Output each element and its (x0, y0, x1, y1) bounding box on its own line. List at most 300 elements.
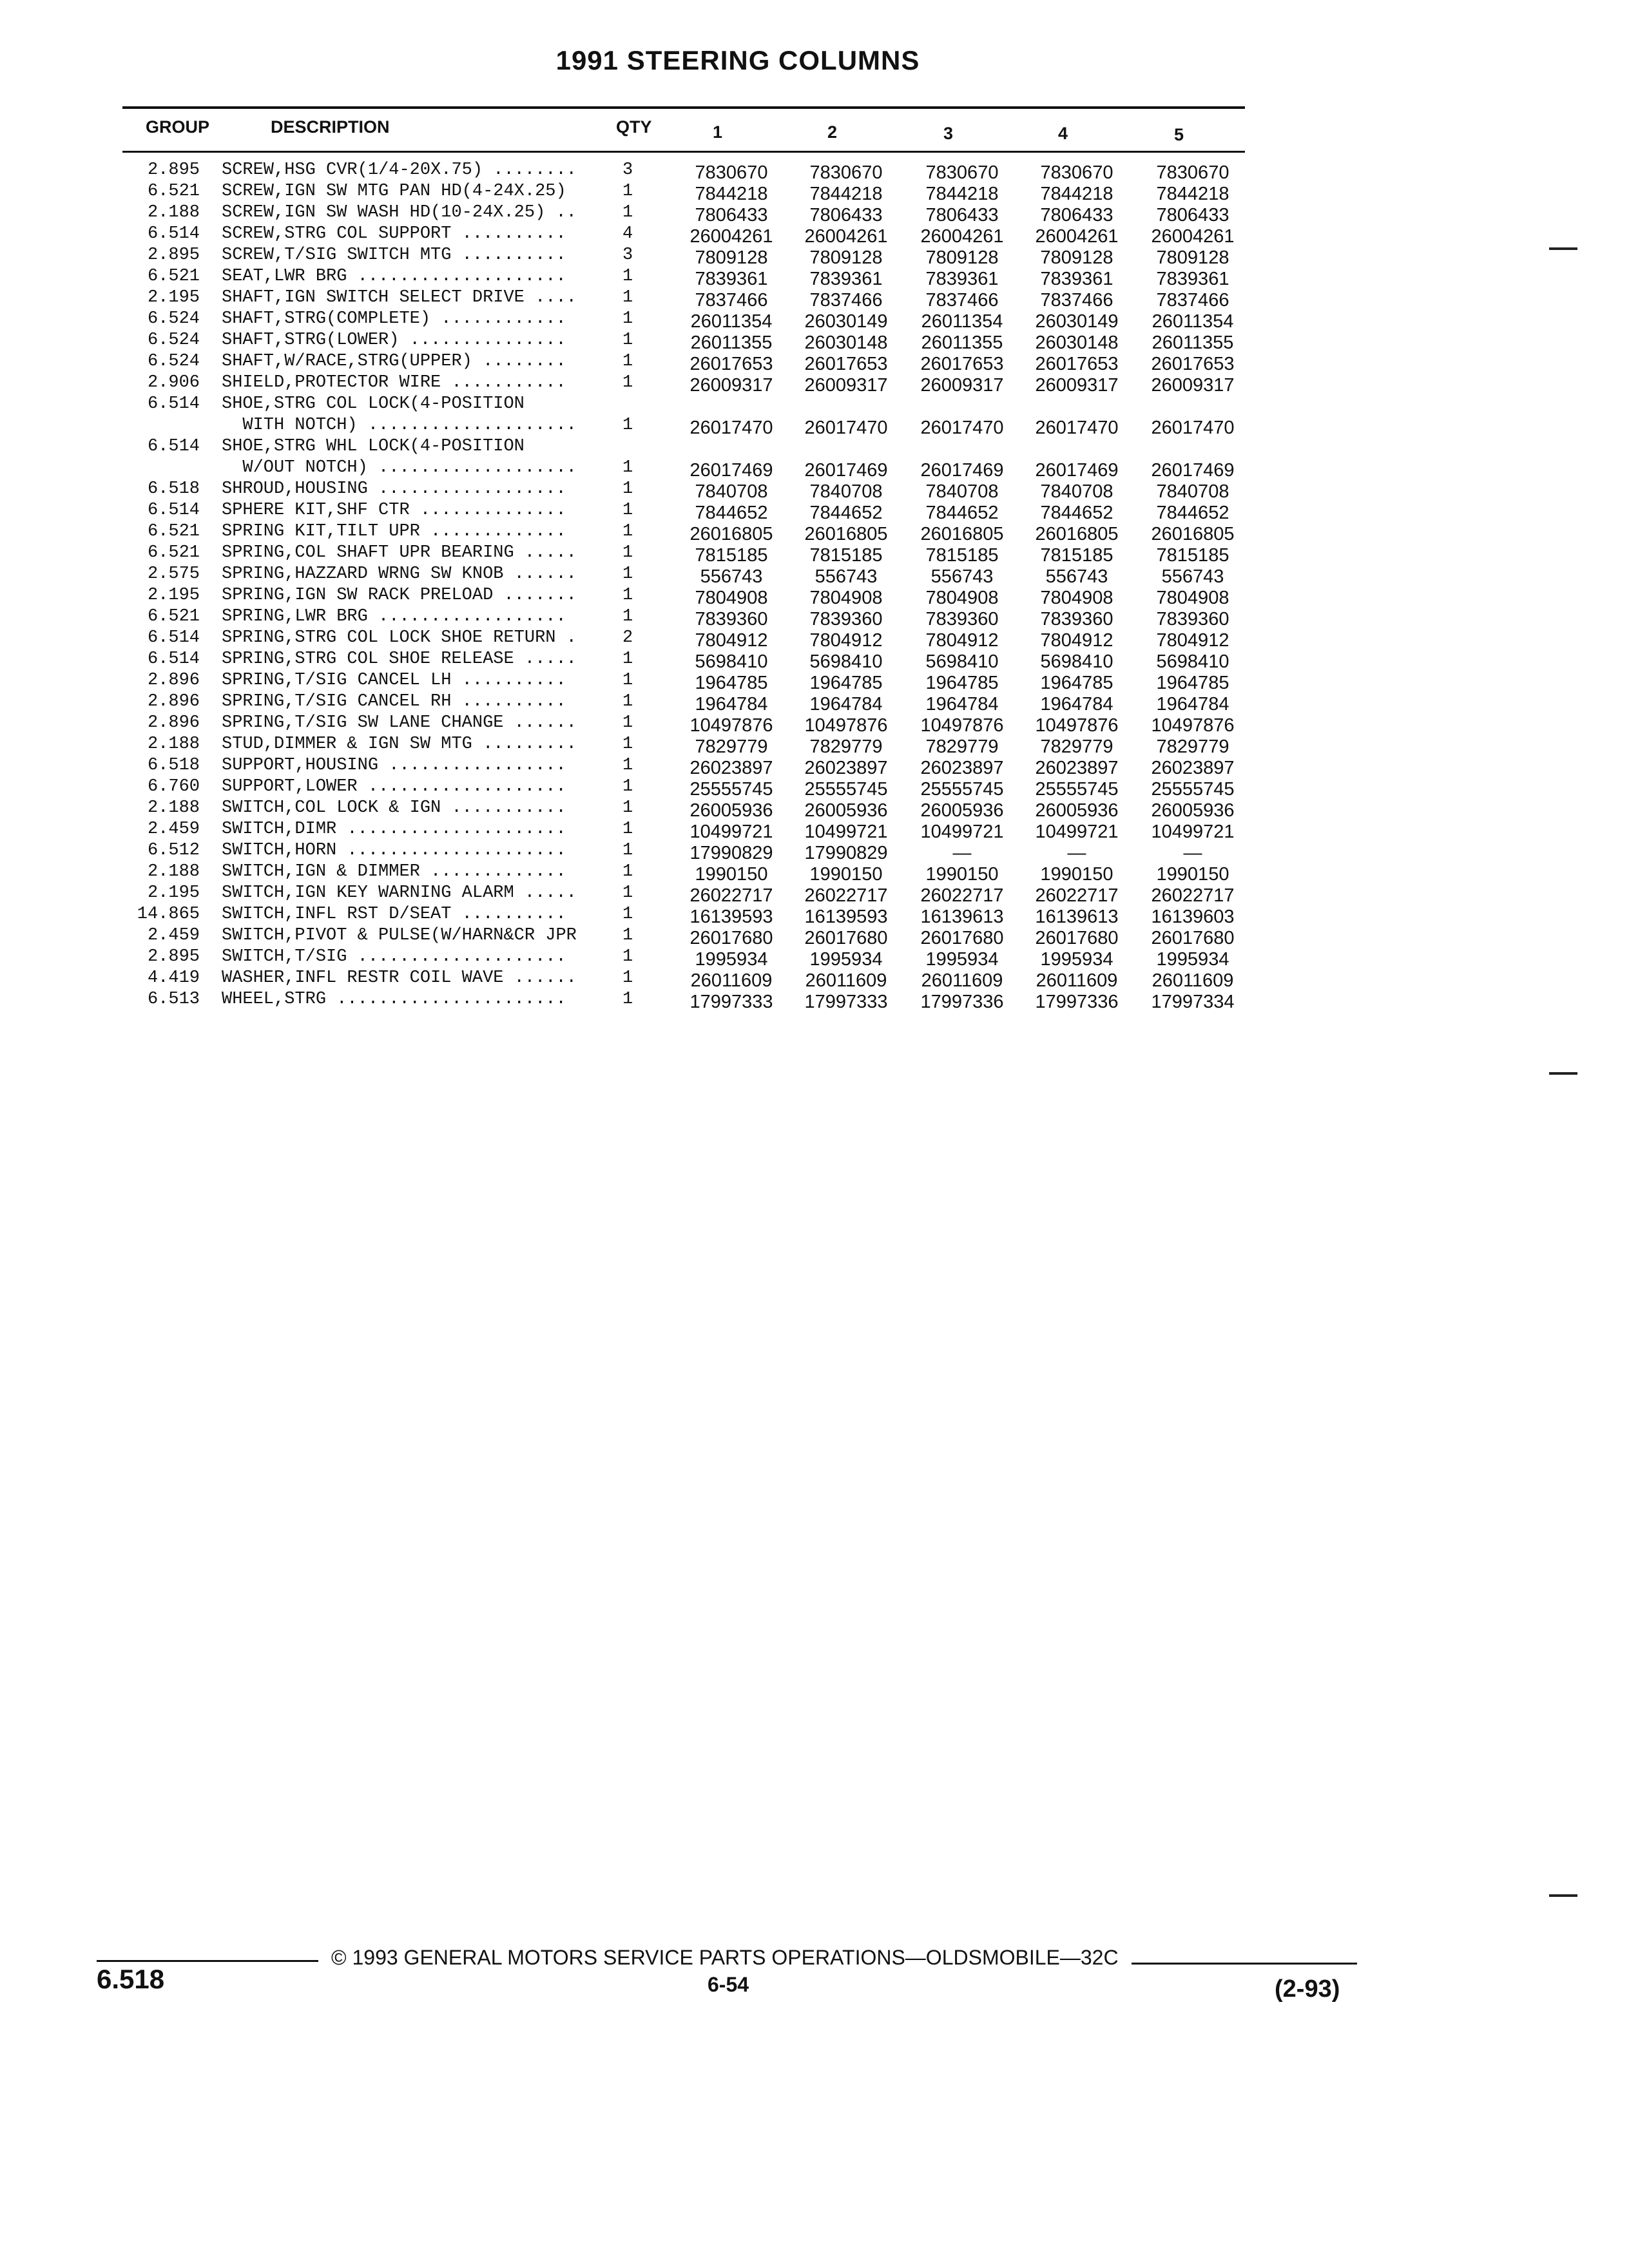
part-number-col-1: 7815185 (695, 545, 768, 566)
part-number-col-1: 1964785 (695, 673, 768, 693)
part-number-col-1: 26005936 (689, 800, 773, 821)
part-number-col-4: 26017680 (1035, 928, 1119, 948)
part-description: SWITCH,IGN & DIMMER ............. (222, 862, 566, 881)
quantity: 1 (622, 522, 633, 541)
part-number-col-1: 26017469 (689, 460, 773, 481)
part-number-col-2: 26004261 (804, 226, 888, 247)
part-number-col-2: 1995934 (809, 949, 883, 970)
part-number-col-1: 7844652 (695, 503, 768, 523)
column-header-group: GROUP (146, 117, 210, 137)
part-number-col-5: 17997334 (1151, 992, 1235, 1012)
part-description: SHOE,STRG COL LOCK(4-POSITION (222, 394, 525, 414)
table-row (0, 776, 1289, 798)
part-number-col-2: 26011609 (805, 970, 887, 991)
group-number: 6.521 (147, 522, 200, 541)
part-number-col-3: 7815185 (925, 545, 999, 566)
part-number-col-5: 26017680 (1151, 928, 1235, 948)
group-number: 2.895 (147, 947, 200, 966)
part-number-col-4: 7829779 (1040, 736, 1113, 757)
table-row (0, 564, 1289, 585)
group-number: 2.896 (147, 692, 200, 711)
part-number-col-5: 26011354 (1152, 311, 1234, 332)
part-number-col-4: 16139613 (1035, 907, 1119, 927)
part-number-col-3: 17997336 (920, 992, 1004, 1012)
part-number-col-1: 7804908 (695, 588, 768, 608)
group-number: 6.518 (147, 479, 200, 499)
part-description: SPHERE KIT,SHF CTR .............. (222, 501, 566, 520)
part-description: SHAFT,W/RACE,STRG(UPPER) ........ (222, 352, 566, 371)
part-number-col-5: 7804908 (1156, 588, 1229, 608)
group-number: 4.419 (147, 968, 200, 988)
part-number-col-3: 556743 (930, 566, 994, 587)
part-number-col-5: 7806433 (1156, 205, 1229, 226)
part-number-col-3: 26004261 (920, 226, 1004, 247)
table-row (0, 840, 1289, 861)
group-number: 2.896 (147, 671, 200, 690)
table-row (0, 160, 1289, 181)
part-number-col-1: 26022717 (689, 885, 773, 906)
group-number: 6.524 (147, 352, 200, 371)
part-description: SWITCH,T/SIG .................... (222, 947, 566, 966)
part-number-col-3: 7844652 (925, 503, 999, 523)
quantity: 1 (622, 947, 633, 966)
group-number: 6.514 (147, 501, 200, 520)
part-number-col-4: 1964785 (1040, 673, 1113, 693)
part-number-col-5: 25555745 (1151, 779, 1235, 800)
column-header-3: 3 (943, 124, 954, 143)
part-number-col-3: 26017469 (920, 460, 1004, 481)
part-number-col-1: 26011355 (690, 332, 773, 353)
part-number-col-4: 7839361 (1040, 269, 1113, 289)
part-number-col-5: 7844218 (1156, 184, 1229, 204)
part-number-col-2: 26017470 (804, 418, 888, 438)
part-number-col-1: 17990829 (689, 843, 773, 863)
part-description: SWITCH,INFL RST D/SEAT .......... (222, 905, 566, 924)
part-number-col-5: 1964785 (1156, 673, 1229, 693)
table-row (0, 457, 1289, 479)
part-number-col-2: 7837466 (809, 290, 883, 311)
footer-copyright: © 1993 GENERAL MOTORS SERVICE PARTS OPERATIONS—OLDSMOBILE—32C (331, 1946, 1119, 1969)
group-number: 2.195 (147, 883, 200, 903)
part-number-col-2: 7839360 (809, 609, 883, 629)
part-number-col-3: 7804908 (925, 588, 999, 608)
footer-rule-left (97, 1960, 318, 1962)
quantity: 1 (622, 968, 633, 988)
table-row (0, 245, 1289, 266)
part-description: SPRING,T/SIG CANCEL LH .......... (222, 671, 566, 690)
part-number-col-5: 26017653 (1151, 354, 1235, 374)
part-number-col-4: 7840708 (1040, 481, 1113, 502)
part-number-col-1: 26017653 (689, 354, 773, 374)
part-description: SWITCH,PIVOT & PULSE(W/HARN&CR JPR (222, 926, 577, 945)
part-number-col-2: 7829779 (809, 736, 883, 757)
part-number-col-1: 1964784 (695, 694, 768, 715)
part-number-col-1: 1995934 (695, 949, 768, 970)
quantity: 1 (622, 926, 633, 945)
part-description: SPRING,COL SHAFT UPR BEARING ..... (222, 543, 577, 562)
part-number-col-3: 7840708 (925, 481, 999, 502)
table-row (0, 287, 1289, 309)
table-row (0, 925, 1289, 947)
part-number-col-2: 26023897 (804, 758, 888, 778)
part-number-col-4: 7844218 (1040, 184, 1113, 204)
quantity: 1 (622, 182, 633, 201)
part-number-col-5: 1964784 (1156, 694, 1229, 715)
group-number: 2.188 (147, 735, 200, 754)
part-number-col-4: 5698410 (1040, 651, 1113, 672)
part-number-col-2: 1964785 (809, 673, 883, 693)
part-number-col-3: 26011355 (921, 332, 1003, 353)
table-row (0, 181, 1289, 202)
part-number-col-5: 7804912 (1156, 630, 1229, 651)
quantity: 1 (622, 607, 633, 626)
part-number-col-4: 1964784 (1040, 694, 1113, 715)
part-number-col-5: 16139603 (1151, 907, 1235, 927)
part-number-col-4: 10499721 (1035, 822, 1119, 842)
part-number-col-2: 7830670 (809, 162, 883, 183)
part-number-col-1: 7839360 (695, 609, 768, 629)
part-number-col-3: 7844218 (925, 184, 999, 204)
parts-table (0, 160, 1289, 1010)
part-number-col-5: 7839360 (1156, 609, 1229, 629)
part-number-col-4: 7809128 (1040, 247, 1113, 268)
group-number: 6.514 (147, 437, 200, 456)
quantity: 1 (622, 564, 633, 584)
quantity: 1 (622, 862, 633, 881)
table-row (0, 330, 1289, 351)
part-description: SWITCH,HORN ..................... (222, 841, 566, 860)
part-description: SHIELD,PROTECTOR WIRE ........... (222, 373, 566, 392)
part-number-col-3: 10497876 (920, 715, 1004, 736)
margin-mark (1549, 247, 1577, 250)
part-number-col-1: 26011609 (690, 970, 773, 991)
part-number-col-4: 26017653 (1035, 354, 1119, 374)
group-number: 2.896 (147, 713, 200, 733)
part-number-col-4: 26009317 (1035, 375, 1119, 396)
group-number: 6.514 (147, 628, 200, 648)
part-description: SPRING,T/SIG CANCEL RH .......... (222, 692, 566, 711)
table-row (0, 479, 1289, 500)
quantity: 1 (622, 777, 633, 796)
table-row (0, 649, 1289, 670)
table-row (0, 543, 1289, 564)
part-description: SCREW,IGN SW WASH HD(10-24X.25) .. (222, 203, 577, 222)
column-header-1: 1 (713, 122, 723, 142)
table-row (0, 436, 1289, 457)
part-number-col-3: 26022717 (920, 885, 1004, 906)
part-number-col-3: 26016805 (920, 524, 1004, 544)
part-number-col-3: 7839360 (925, 609, 999, 629)
part-number-col-1: 26017680 (689, 928, 773, 948)
part-number-col-5: 7837466 (1156, 290, 1229, 311)
part-description: SHAFT,IGN SWITCH SELECT DRIVE .... (222, 288, 577, 307)
part-number-col-4: 7815185 (1040, 545, 1113, 566)
part-number-col-2: 26030149 (804, 311, 888, 332)
part-number-col-4: — (1067, 843, 1086, 863)
table-row (0, 691, 1289, 713)
part-description: W/OUT NOTCH) ................... (222, 458, 577, 477)
table-row (0, 904, 1289, 925)
group-number: 2.895 (147, 160, 200, 180)
group-number: 14.865 (137, 905, 200, 924)
quantity: 1 (622, 373, 633, 392)
group-number: 6.521 (147, 267, 200, 286)
part-number-col-5: 7840708 (1156, 481, 1229, 502)
part-number-col-1: 7809128 (695, 247, 768, 268)
part-number-col-3: 10499721 (920, 822, 1004, 842)
part-number-col-4: 10497876 (1035, 715, 1119, 736)
part-number-col-1: 26009317 (689, 375, 773, 396)
table-row (0, 989, 1289, 1010)
column-header-description: DESCRIPTION (271, 117, 390, 137)
part-description: SUPPORT,HOUSING ................. (222, 756, 566, 775)
footer-page-number: 6-54 (708, 1973, 749, 1996)
part-number-col-2: 26017653 (804, 354, 888, 374)
table-row (0, 734, 1289, 755)
part-number-col-2: 556743 (815, 566, 878, 587)
part-description: SPRING,STRG COL LOCK SHOE RETURN . (222, 628, 577, 648)
part-number-col-4: 26017470 (1035, 418, 1119, 438)
part-number-col-3: 26011354 (921, 311, 1003, 332)
margin-mark (1549, 1894, 1577, 1897)
part-number-col-3: 16139613 (920, 907, 1004, 927)
part-description: SCREW,HSG CVR(1/4-20X.75) ........ (222, 160, 577, 180)
part-number-col-3: 26017680 (920, 928, 1004, 948)
part-number-col-2: 7809128 (809, 247, 883, 268)
table-row (0, 670, 1289, 691)
quantity: 1 (622, 798, 633, 818)
quantity: 1 (622, 458, 633, 477)
group-number: 2.895 (147, 245, 200, 265)
table-row (0, 819, 1289, 840)
group-number: 6.512 (147, 841, 200, 860)
part-description: WHEEL,STRG ...................... (222, 990, 566, 1009)
part-description: SHOE,STRG WHL LOCK(4-POSITION (222, 437, 525, 456)
part-number-col-4: 26017469 (1035, 460, 1119, 481)
part-description: SHAFT,STRG(COMPLETE) ............ (222, 309, 566, 329)
table-row (0, 628, 1289, 649)
part-description: SWITCH,DIMR ..................... (222, 820, 566, 839)
table-row (0, 394, 1289, 415)
part-number-col-2: 16139593 (804, 907, 888, 927)
part-number-col-5: 26017469 (1151, 460, 1235, 481)
column-header-2: 2 (827, 122, 838, 142)
part-number-col-5: 5698410 (1156, 651, 1229, 672)
quantity: 1 (622, 671, 633, 690)
table-row (0, 266, 1289, 287)
part-number-col-1: 556743 (700, 566, 763, 587)
part-number-col-4: 17997336 (1035, 992, 1119, 1012)
part-number-col-4: 26022717 (1035, 885, 1119, 906)
part-number-col-2: 7840708 (809, 481, 883, 502)
part-number-col-5: 26011355 (1152, 332, 1234, 353)
quantity: 1 (622, 990, 633, 1009)
part-description: SPRING,LWR BRG .................. (222, 607, 566, 626)
part-number-col-5: 10497876 (1151, 715, 1235, 736)
group-number: 6.518 (147, 756, 200, 775)
part-number-col-2: 26005936 (804, 800, 888, 821)
part-number-col-5: 26005936 (1151, 800, 1235, 821)
part-number-col-5: 26022717 (1151, 885, 1235, 906)
table-row (0, 755, 1289, 776)
group-number: 6.514 (147, 649, 200, 669)
quantity: 1 (622, 331, 633, 350)
column-header-5: 5 (1174, 125, 1184, 144)
part-number-col-2: 26030148 (804, 332, 888, 353)
part-number-col-1: 26004261 (689, 226, 773, 247)
group-number: 2.575 (147, 564, 200, 584)
part-number-col-2: 1990150 (809, 864, 883, 885)
part-number-col-4: 26023897 (1035, 758, 1119, 778)
table-row (0, 415, 1289, 436)
quantity: 4 (622, 224, 633, 244)
part-number-col-2: 26022717 (804, 885, 888, 906)
part-number-col-2: 25555745 (804, 779, 888, 800)
table-row (0, 585, 1289, 606)
part-number-col-1: 7837466 (695, 290, 768, 311)
part-number-col-2: 26017469 (804, 460, 888, 481)
part-number-col-3: 5698410 (925, 651, 999, 672)
quantity: 2 (622, 628, 633, 648)
part-number-col-3: 1964785 (925, 673, 999, 693)
table-row (0, 521, 1289, 543)
part-number-col-5: 26011609 (1152, 970, 1234, 991)
part-number-col-3: 7806433 (925, 205, 999, 226)
quantity: 3 (622, 160, 633, 180)
quantity: 1 (622, 543, 633, 562)
column-header-4: 4 (1058, 124, 1068, 143)
part-number-col-4: 1990150 (1040, 864, 1113, 885)
part-number-col-5: 7809128 (1156, 247, 1229, 268)
part-number-col-2: 26017680 (804, 928, 888, 948)
part-number-col-3: — (952, 843, 972, 863)
part-number-col-2: 7804908 (809, 588, 883, 608)
quantity: 1 (622, 352, 633, 371)
group-number: 2.188 (147, 798, 200, 818)
part-number-col-3: 7839361 (925, 269, 999, 289)
part-description: SPRING KIT,TILT UPR ............. (222, 522, 566, 541)
part-description: SPRING,T/SIG SW LANE CHANGE ...... (222, 713, 577, 733)
table-row (0, 224, 1289, 245)
part-number-col-3: 26009317 (920, 375, 1004, 396)
part-number-col-2: 7844652 (809, 503, 883, 523)
part-number-col-1: 26017470 (689, 418, 773, 438)
part-number-col-4: 26016805 (1035, 524, 1119, 544)
part-description: SUPPORT,LOWER ................... (222, 777, 566, 796)
group-number: 6.521 (147, 182, 200, 201)
part-number-col-3: 7804912 (925, 630, 999, 651)
footer-section-number: 6.518 (97, 1964, 165, 1994)
part-description: SPRING,STRG COL SHOE RELEASE ..... (222, 649, 577, 669)
quantity: 1 (622, 586, 633, 605)
part-description: SPRING,HAZZARD WRNG SW KNOB ...... (222, 564, 577, 584)
quantity: 1 (622, 756, 633, 775)
part-number-col-1: 25555745 (689, 779, 773, 800)
part-number-col-5: 7830670 (1156, 162, 1229, 183)
part-number-col-2: 10497876 (804, 715, 888, 736)
header-top-rule (122, 106, 1245, 109)
part-description: SEAT,LWR BRG .................... (222, 267, 566, 286)
quantity: 1 (622, 479, 633, 499)
group-number: 6.513 (147, 990, 200, 1009)
part-number-col-1: 5698410 (695, 651, 768, 672)
table-row (0, 968, 1289, 989)
part-number-col-1: 7839361 (695, 269, 768, 289)
table-row (0, 309, 1289, 330)
part-description: SHAFT,STRG(LOWER) ............... (222, 331, 566, 350)
part-number-col-4: 26011609 (1036, 970, 1118, 991)
quantity: 1 (622, 501, 633, 520)
part-description: SPRING,IGN SW RACK PRELOAD ....... (222, 586, 577, 605)
quantity: 1 (622, 735, 633, 754)
part-number-col-1: 10497876 (689, 715, 773, 736)
group-number: 6.524 (147, 331, 200, 350)
part-number-col-5: 7829779 (1156, 736, 1229, 757)
part-number-col-2: 7844218 (809, 184, 883, 204)
part-number-col-3: 7837466 (925, 290, 999, 311)
quantity: 1 (622, 820, 633, 839)
part-number-col-4: 1995934 (1040, 949, 1113, 970)
part-number-col-4: 26030148 (1035, 332, 1119, 353)
part-number-col-5: 7844652 (1156, 503, 1229, 523)
part-number-col-1: 16139593 (689, 907, 773, 927)
part-number-col-5: 10499721 (1151, 822, 1235, 842)
part-number-col-3: 25555745 (920, 779, 1004, 800)
footer-revision-date: (2-93) (1275, 1975, 1340, 2003)
part-description: WITH NOTCH) .................... (222, 416, 577, 435)
part-number-col-3: 7830670 (925, 162, 999, 183)
part-number-col-5: 7815185 (1156, 545, 1229, 566)
part-number-col-3: 1995934 (925, 949, 999, 970)
part-number-col-5: 26023897 (1151, 758, 1235, 778)
part-number-col-2: 10499721 (804, 822, 888, 842)
group-number: 2.195 (147, 586, 200, 605)
part-number-col-4: 7837466 (1040, 290, 1113, 311)
group-number: 6.521 (147, 543, 200, 562)
part-description: SCREW,STRG COL SUPPORT .......... (222, 224, 566, 244)
part-number-col-1: 1990150 (695, 864, 768, 885)
column-header-qty: QTY (616, 117, 652, 137)
part-number-col-2: 26009317 (804, 375, 888, 396)
group-number: 2.906 (147, 373, 200, 392)
part-number-col-5: 26017470 (1151, 418, 1235, 438)
part-number-col-3: 1990150 (925, 864, 999, 885)
part-number-col-4: 7806433 (1040, 205, 1113, 226)
part-description: WASHER,INFL RESTR COIL WAVE ...... (222, 968, 577, 988)
part-number-col-2: 17997333 (804, 992, 888, 1012)
part-number-col-5: — (1183, 843, 1202, 863)
table-row (0, 883, 1289, 904)
part-number-col-5: 1990150 (1156, 864, 1229, 885)
part-number-col-3: 7809128 (925, 247, 999, 268)
part-number-col-5: 26004261 (1151, 226, 1235, 247)
part-number-col-4: 7839360 (1040, 609, 1113, 629)
part-number-col-2: 1964784 (809, 694, 883, 715)
part-number-col-4: 25555745 (1035, 779, 1119, 800)
table-row (0, 351, 1289, 372)
table-row (0, 372, 1289, 394)
part-number-col-2: 5698410 (809, 651, 883, 672)
quantity: 1 (622, 203, 633, 222)
group-number: 6.521 (147, 607, 200, 626)
part-number-col-2: 7839361 (809, 269, 883, 289)
group-number: 6.514 (147, 394, 200, 414)
part-number-col-3: 26017653 (920, 354, 1004, 374)
group-number: 6.760 (147, 777, 200, 796)
part-number-col-3: 26005936 (920, 800, 1004, 821)
group-number: 2.188 (147, 862, 200, 881)
part-number-col-3: 26011609 (921, 970, 1003, 991)
